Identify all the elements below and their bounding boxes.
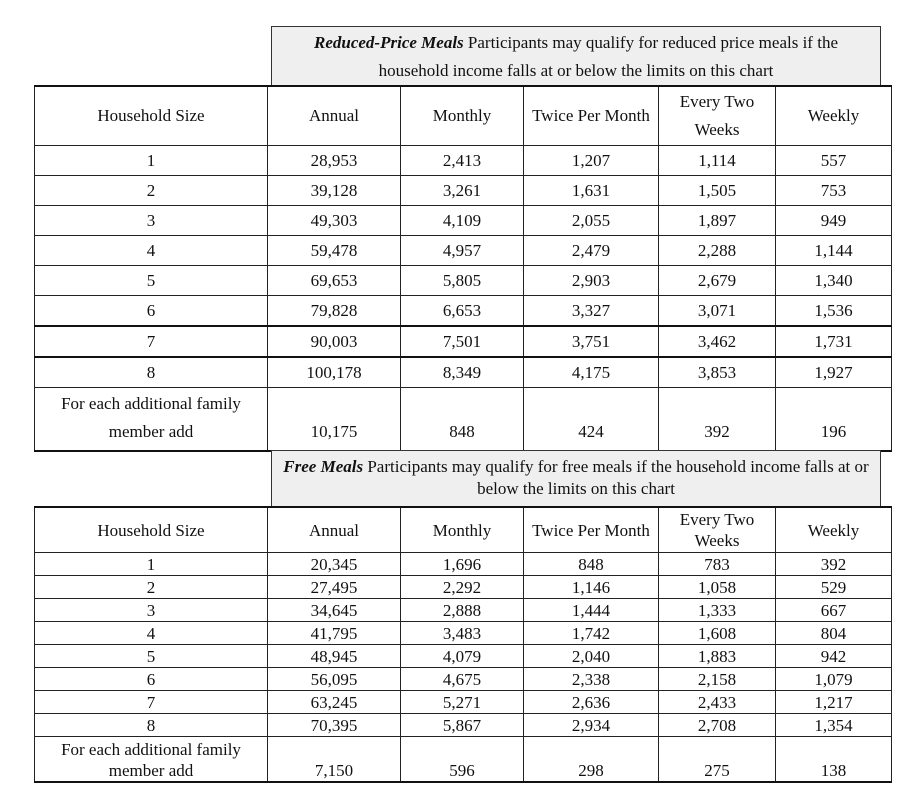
table-cell: 28,953 bbox=[268, 146, 401, 176]
table-cell: 7,150 bbox=[268, 737, 401, 783]
table-cell: 7 bbox=[35, 691, 268, 714]
table-cell: 4,175 bbox=[524, 357, 659, 388]
table-cell: 7 bbox=[35, 326, 268, 357]
reduced-price-description: Participants may qualify for reduced price meals if the household income falls at or below the limits on this chart bbox=[378, 33, 838, 80]
table-cell: 667 bbox=[776, 599, 892, 622]
table-cell: 2 bbox=[35, 576, 268, 599]
table-row bbox=[35, 357, 892, 388]
table-cell: 1,897 bbox=[659, 206, 776, 236]
reduced-price-table bbox=[34, 85, 892, 452]
table-cell: 848 bbox=[524, 553, 659, 576]
table-row bbox=[35, 146, 892, 176]
table-cell: 949 bbox=[776, 206, 892, 236]
table-cell: 1,631 bbox=[524, 176, 659, 206]
free-meals-banner bbox=[271, 450, 881, 506]
table-cell: 3 bbox=[35, 206, 268, 236]
table-cell: 2,288 bbox=[659, 236, 776, 266]
table-cell: 1,217 bbox=[776, 691, 892, 714]
table-row bbox=[35, 645, 892, 668]
table-cell: 1,927 bbox=[776, 357, 892, 388]
header-household-size: Household Size bbox=[35, 507, 268, 553]
table-cell: 3,483 bbox=[401, 622, 524, 645]
table-row bbox=[35, 296, 892, 327]
table-cell: 27,495 bbox=[268, 576, 401, 599]
table-cell: 20,345 bbox=[268, 553, 401, 576]
table-cell: 7,501 bbox=[401, 326, 524, 357]
table-cell: 1,505 bbox=[659, 176, 776, 206]
table-cell: 804 bbox=[776, 622, 892, 645]
table-row bbox=[35, 326, 892, 357]
table-cell: 1,333 bbox=[659, 599, 776, 622]
table-cell: 8,349 bbox=[401, 357, 524, 388]
table-cell: 69,653 bbox=[268, 266, 401, 296]
table-row bbox=[35, 553, 892, 576]
table-cell: 1,883 bbox=[659, 645, 776, 668]
table-cell: 34,645 bbox=[268, 599, 401, 622]
header-every-two-weeks: Every Two Weeks bbox=[659, 507, 776, 553]
table-cell: 529 bbox=[776, 576, 892, 599]
table-cell: 4 bbox=[35, 236, 268, 266]
table-cell: 3,853 bbox=[659, 357, 776, 388]
table-row bbox=[35, 206, 892, 236]
header-household-size: Household Size bbox=[35, 86, 268, 146]
table-cell: 2,708 bbox=[659, 714, 776, 737]
free-meals-table bbox=[34, 506, 892, 783]
table-cell: 39,128 bbox=[268, 176, 401, 206]
table-cell: 1,731 bbox=[776, 326, 892, 357]
table-cell: 1,354 bbox=[776, 714, 892, 737]
table-cell: 1,742 bbox=[524, 622, 659, 645]
table-cell: 4,675 bbox=[401, 668, 524, 691]
table-cell: 6,653 bbox=[401, 296, 524, 327]
table-cell: 1,058 bbox=[659, 576, 776, 599]
table-cell: 3,071 bbox=[659, 296, 776, 327]
table-cell: 5 bbox=[35, 645, 268, 668]
header-monthly: Monthly bbox=[401, 86, 524, 146]
table-cell: 783 bbox=[659, 553, 776, 576]
header-weekly: Weekly bbox=[776, 86, 892, 146]
header-monthly: Monthly bbox=[401, 507, 524, 553]
table-cell: 1 bbox=[35, 146, 268, 176]
table-row bbox=[35, 176, 892, 206]
table-cell: 2,158 bbox=[659, 668, 776, 691]
table-cell: 1,608 bbox=[659, 622, 776, 645]
table-cell: 4 bbox=[35, 622, 268, 645]
table-cell: 1 bbox=[35, 553, 268, 576]
table-cell: 2,888 bbox=[401, 599, 524, 622]
table-cell: 5,805 bbox=[401, 266, 524, 296]
table-cell: 848 bbox=[401, 388, 524, 452]
table-cell: 5,867 bbox=[401, 714, 524, 737]
table-cell: 275 bbox=[659, 737, 776, 783]
table-cell: 5,271 bbox=[401, 691, 524, 714]
table-cell: 753 bbox=[776, 176, 892, 206]
header-row bbox=[35, 507, 892, 553]
table-cell: 63,245 bbox=[268, 691, 401, 714]
table-cell: 5 bbox=[35, 266, 268, 296]
table-cell: 2,636 bbox=[524, 691, 659, 714]
table-cell: 557 bbox=[776, 146, 892, 176]
header-row bbox=[35, 86, 892, 146]
header-annual: Annual bbox=[268, 86, 401, 146]
table-cell: 1,536 bbox=[776, 296, 892, 327]
table-cell: 48,945 bbox=[268, 645, 401, 668]
table-cell: 942 bbox=[776, 645, 892, 668]
additional-member-row bbox=[35, 388, 892, 452]
table-cell: 196 bbox=[776, 388, 892, 452]
table-row bbox=[35, 668, 892, 691]
header-weekly: Weekly bbox=[776, 507, 892, 553]
table-cell: 1,340 bbox=[776, 266, 892, 296]
table-row bbox=[35, 622, 892, 645]
table-row bbox=[35, 576, 892, 599]
table-cell: 100,178 bbox=[268, 357, 401, 388]
table-row bbox=[35, 236, 892, 266]
table-cell: 56,095 bbox=[268, 668, 401, 691]
table-cell: For each additional family member add bbox=[35, 737, 268, 783]
reduced-price-title: Reduced-Price Meals bbox=[314, 33, 464, 52]
table-row bbox=[35, 599, 892, 622]
header-twice-per-month: Twice Per Month bbox=[524, 507, 659, 553]
table-cell: 3,462 bbox=[659, 326, 776, 357]
table-cell: 6 bbox=[35, 296, 268, 327]
table-cell: For each additional family member add bbox=[35, 388, 268, 452]
table-cell: 3,261 bbox=[401, 176, 524, 206]
reduced-price-banner bbox=[271, 26, 881, 85]
table-cell: 138 bbox=[776, 737, 892, 783]
table-cell: 1,079 bbox=[776, 668, 892, 691]
table-cell: 1,144 bbox=[776, 236, 892, 266]
table-cell: 79,828 bbox=[268, 296, 401, 327]
table-cell: 10,175 bbox=[268, 388, 401, 452]
table-cell: 4,109 bbox=[401, 206, 524, 236]
table-cell: 392 bbox=[659, 388, 776, 452]
table-cell: 392 bbox=[776, 553, 892, 576]
additional-member-row bbox=[35, 737, 892, 783]
table-cell: 1,114 bbox=[659, 146, 776, 176]
table-cell: 2,679 bbox=[659, 266, 776, 296]
header-twice-per-month: Twice Per Month bbox=[524, 86, 659, 146]
table-cell: 8 bbox=[35, 357, 268, 388]
table-cell: 2,479 bbox=[524, 236, 659, 266]
header-annual: Annual bbox=[268, 507, 401, 553]
table-cell: 2 bbox=[35, 176, 268, 206]
table-row bbox=[35, 266, 892, 296]
reduced-price-body bbox=[35, 146, 892, 452]
table-row bbox=[35, 714, 892, 737]
table-cell: 596 bbox=[401, 737, 524, 783]
table-cell: 2,292 bbox=[401, 576, 524, 599]
free-meals-description: Participants may qualify for free meals if the household income falls at or below the limits on this chart bbox=[363, 457, 869, 498]
header-every-two-weeks: Every Two Weeks bbox=[659, 86, 776, 146]
table-cell: 41,795 bbox=[268, 622, 401, 645]
free-meals-body bbox=[35, 553, 892, 783]
table-cell: 70,395 bbox=[268, 714, 401, 737]
table-cell: 2,040 bbox=[524, 645, 659, 668]
table-cell: 2,934 bbox=[524, 714, 659, 737]
table-cell: 1,207 bbox=[524, 146, 659, 176]
table-cell: 6 bbox=[35, 668, 268, 691]
table-cell: 3,751 bbox=[524, 326, 659, 357]
table-row bbox=[35, 691, 892, 714]
table-cell: 49,303 bbox=[268, 206, 401, 236]
table-cell: 8 bbox=[35, 714, 268, 737]
free-meals-title: Free Meals bbox=[283, 457, 364, 476]
table-cell: 59,478 bbox=[268, 236, 401, 266]
table-cell: 1,146 bbox=[524, 576, 659, 599]
table-cell: 4,079 bbox=[401, 645, 524, 668]
table-cell: 3,327 bbox=[524, 296, 659, 327]
table-cell: 4,957 bbox=[401, 236, 524, 266]
table-cell: 2,413 bbox=[401, 146, 524, 176]
table-cell: 3 bbox=[35, 599, 268, 622]
table-cell: 1,696 bbox=[401, 553, 524, 576]
table-cell: 2,903 bbox=[524, 266, 659, 296]
table-cell: 2,055 bbox=[524, 206, 659, 236]
table-cell: 2,338 bbox=[524, 668, 659, 691]
table-cell: 2,433 bbox=[659, 691, 776, 714]
table-cell: 90,003 bbox=[268, 326, 401, 357]
table-cell: 424 bbox=[524, 388, 659, 452]
table-cell: 298 bbox=[524, 737, 659, 783]
table-cell: 1,444 bbox=[524, 599, 659, 622]
